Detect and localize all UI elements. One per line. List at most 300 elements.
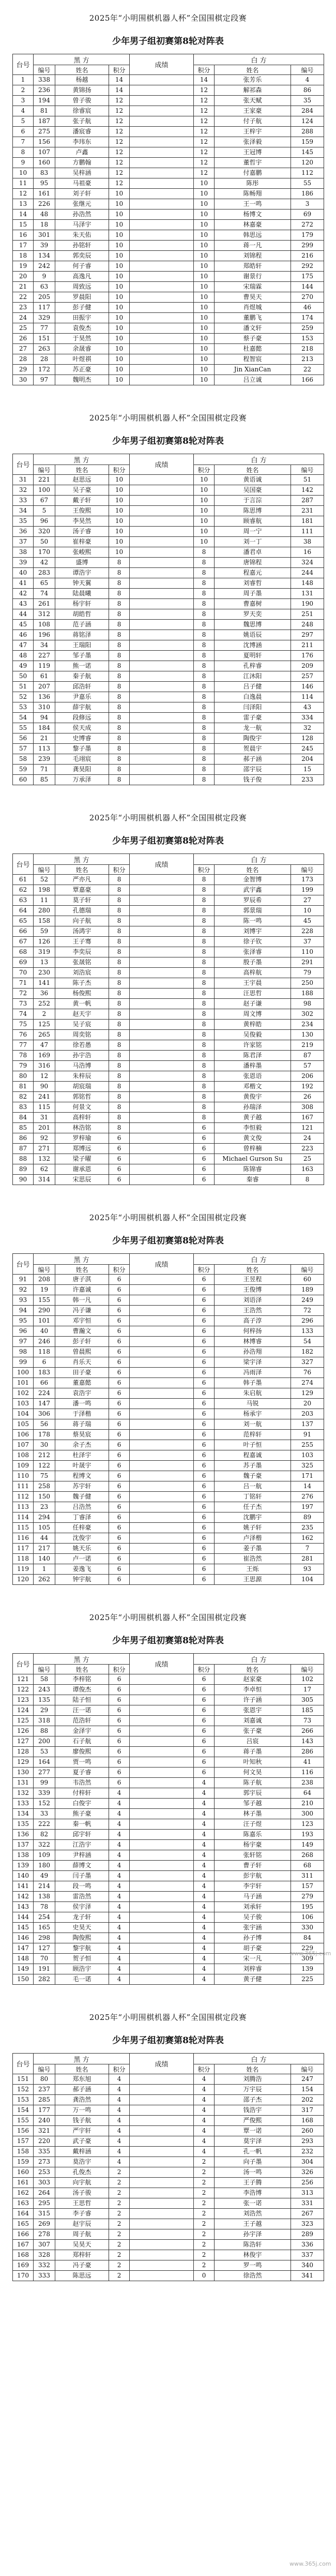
black-player-id: 36: [34, 989, 55, 999]
board-number: 130: [13, 1768, 34, 1778]
table-header: [13, 854, 324, 875]
white-player-name: 丁铭轩: [215, 1492, 291, 1502]
black-player-id: 115: [34, 1102, 55, 1113]
white-score: 8: [194, 630, 215, 640]
white-score: 8: [194, 1071, 215, 1082]
black-player-id: 310: [34, 702, 55, 713]
white-player-id: 26: [291, 1092, 324, 1102]
result-cell: [130, 1705, 194, 1716]
result-cell: [130, 1378, 194, 1388]
black-score: 10: [109, 313, 130, 323]
white-score: 6: [194, 1154, 215, 1164]
black-score: 8: [109, 978, 130, 989]
black-player-name: 汤子骏: [55, 2188, 109, 2198]
white-score: 8: [194, 937, 215, 947]
pairing-page: [0, 0, 336, 400]
white-score: 8: [194, 682, 215, 692]
white-player-id: 199: [291, 885, 324, 895]
black-score: 8: [109, 702, 130, 713]
result-cell: [130, 1154, 194, 1164]
black-score: 10: [109, 547, 130, 558]
white-player-name: 刘梓睿: [215, 1964, 291, 1974]
black-player-name: 余晟睿: [55, 344, 109, 354]
result-cell: [130, 168, 194, 178]
black-score: 6: [109, 1357, 130, 1368]
white-score: 6: [194, 1757, 215, 1768]
table-row: [13, 1716, 324, 1726]
white-player-id: 309: [291, 1954, 324, 1964]
white-score: 4: [194, 1871, 215, 1881]
white-score: 4: [194, 1861, 215, 1871]
header-black-id: 编号: [34, 2064, 55, 2074]
white-score: 4: [194, 1974, 215, 1985]
white-player-id: 10: [291, 906, 324, 916]
white-player-name: 杨宇豪: [215, 1840, 291, 1850]
black-player-id: 254: [34, 1912, 55, 1923]
result-cell: [130, 2095, 194, 2105]
board-number: 8: [13, 147, 34, 158]
black-score: 8: [109, 1082, 130, 1092]
result-cell: [130, 527, 194, 537]
black-score: 6: [109, 1716, 130, 1726]
black-player-name: 龚昊阳: [55, 765, 109, 775]
header-white-name: 姓名: [215, 2064, 291, 2074]
result-cell: [130, 485, 194, 496]
black-player-name: 苏宇轩: [55, 1481, 109, 1492]
board-number: 152: [13, 2085, 34, 2095]
black-score: 6: [109, 1533, 130, 1544]
black-score: 8: [109, 589, 130, 599]
board-number: 105: [13, 1419, 34, 1430]
white-player-name: 周一宁: [215, 527, 291, 537]
table-row: [13, 1164, 324, 1175]
board-number: 69: [13, 957, 34, 968]
result-cell: [130, 589, 194, 599]
result-cell: [130, 1512, 194, 1523]
result-cell: [130, 1481, 194, 1492]
white-player-name: 曹子轩: [215, 1861, 291, 1871]
white-player-id: 209: [291, 661, 324, 671]
black-player-id: 109: [34, 1850, 55, 1861]
result-cell: [130, 1923, 194, 1933]
white-player-id: 174: [291, 313, 324, 323]
white-player-name: 林子墨: [215, 1809, 291, 1819]
table-row: [13, 2085, 324, 2095]
white-player-id: 153: [291, 334, 324, 344]
black-score: 4: [109, 1892, 130, 1902]
white-player-name: 顾睿航: [215, 516, 291, 527]
black-score: 6: [109, 1757, 130, 1768]
white-score: 8: [194, 558, 215, 568]
white-player-name: 韩思远: [215, 230, 291, 241]
result-cell: [130, 1778, 194, 1788]
black-player-name: 王子骞: [55, 937, 109, 947]
black-player-name: 何子睿: [55, 261, 109, 272]
black-player-name: 严宇轩: [55, 2126, 109, 2136]
white-player-name: 张子豪: [215, 1726, 291, 1736]
board-number: 34: [13, 506, 34, 516]
white-player-name: 于言淙: [215, 496, 291, 506]
board-number: 146: [13, 1933, 34, 1943]
black-player-id: 107: [34, 147, 55, 158]
board-number: 9: [13, 158, 34, 168]
white-player-name: 邓楷文: [215, 1082, 291, 1092]
table-row: [13, 1747, 324, 1757]
white-player-name: 黄梓皓: [215, 1020, 291, 1030]
result-cell: [130, 2271, 194, 2281]
black-player-id: 332: [34, 2260, 55, 2271]
table-row: [13, 354, 324, 365]
result-cell: [130, 1768, 194, 1778]
black-player-id: 150: [34, 1492, 55, 1502]
black-player-name: 唐子淇: [55, 1275, 109, 1285]
black-score: 6: [109, 1481, 130, 1492]
black-player-id: 96: [34, 516, 55, 527]
white-player-name: 王浩然: [215, 1306, 291, 1316]
white-player-name: Jin XianCan: [215, 365, 291, 375]
header-white: 白 方: [194, 854, 324, 865]
black-player-name: 王俊熙: [55, 506, 109, 516]
black-score: 8: [109, 1030, 130, 1040]
black-player-id: 301: [34, 230, 55, 241]
black-player-id: 71: [34, 765, 55, 775]
white-score: 2: [194, 2157, 215, 2167]
black-player-name: 夏子睿: [55, 1768, 109, 1778]
white-player-name: 龙一航: [215, 723, 291, 733]
white-player-name: 马锐: [215, 1399, 291, 1409]
white-score: 10: [194, 313, 215, 323]
white-player-name: 姚子轩: [215, 1523, 291, 1533]
black-player-name: 范浩轩: [55, 1716, 109, 1726]
black-score: 8: [109, 1009, 130, 1020]
black-player-name: 宋思辰: [55, 1175, 109, 1185]
black-player-id: 191: [34, 1964, 55, 1974]
result-cell: [130, 344, 194, 354]
result-cell: [130, 1092, 194, 1102]
black-player-id: 236: [34, 85, 55, 96]
white-player-name: 高梓航: [215, 968, 291, 978]
result-cell: [130, 999, 194, 1009]
table-row: [13, 230, 324, 241]
black-score: 8: [109, 609, 130, 620]
white-player-name: 苏子墨: [215, 1461, 291, 1471]
header-white-id: 编号: [291, 1665, 324, 1674]
black-score: 6: [109, 1275, 130, 1285]
board-number: 163: [13, 2198, 34, 2209]
white-player-name: 张一诺: [215, 2198, 291, 2209]
white-score: 4: [194, 1809, 215, 1819]
white-player-name: 叶知秋: [215, 1757, 291, 1768]
table-row: [13, 578, 324, 589]
white-score: 6: [194, 1275, 215, 1285]
black-player-id: 1: [34, 1564, 55, 1575]
table-row: [13, 127, 324, 137]
result-cell: [130, 765, 194, 775]
black-score: 4: [109, 2105, 130, 2116]
board-number: 27: [13, 344, 34, 354]
white-score: 10: [194, 375, 215, 385]
white-player-id: 336: [291, 2240, 324, 2250]
white-score: 8: [194, 989, 215, 999]
board-number: 82: [13, 1092, 34, 1102]
black-player-name: 郑东旭: [55, 2074, 109, 2085]
white-player-id: 202: [291, 2095, 324, 2105]
white-player-name: 董哲宇: [215, 158, 291, 168]
black-player-id: 2: [34, 1009, 55, 1020]
white-score: 6: [194, 1326, 215, 1337]
white-score: 4: [194, 1881, 215, 1892]
board-number: 20: [13, 272, 34, 282]
white-player-id: 129: [291, 1388, 324, 1399]
black-player-id: 273: [34, 2157, 55, 2167]
black-player-id: 328: [34, 2250, 55, 2260]
table-row: [13, 1933, 324, 1943]
black-player-name: 熊子豪: [55, 1809, 109, 1819]
header-board: 台号: [13, 1254, 34, 1275]
white-player-id: 186: [291, 189, 324, 199]
result-cell: [130, 313, 194, 323]
header-black-score: 积分: [109, 2064, 130, 2074]
board-number: 139: [13, 1861, 34, 1871]
black-player-id: 118: [34, 1347, 55, 1357]
white-player-name: 马子涵: [215, 1892, 291, 1902]
board-number: 102: [13, 1388, 34, 1399]
table-row: [13, 1575, 324, 1585]
header-black: 黑 方: [34, 54, 130, 65]
white-score: 6: [194, 1164, 215, 1175]
result-cell: [130, 2147, 194, 2157]
black-score: 10: [109, 303, 130, 313]
white-score: 8: [194, 609, 215, 620]
white-player-id: 148: [291, 578, 324, 589]
board-number: 17: [13, 241, 34, 251]
white-player-name: 刘博宇: [215, 926, 291, 937]
white-score: 6: [194, 1695, 215, 1705]
white-score: 10: [194, 334, 215, 344]
black-player-id: 21: [34, 733, 55, 744]
white-score: 0: [194, 2271, 215, 2281]
header-black-id: 编号: [34, 1665, 55, 1674]
black-score: 6: [109, 1523, 130, 1533]
table-body: [13, 1275, 324, 1585]
black-score: 10: [109, 220, 130, 230]
result-cell: [130, 1040, 194, 1051]
white-player-id: 286: [291, 1747, 324, 1757]
white-score: 12: [194, 85, 215, 96]
white-score: 10: [194, 209, 215, 220]
board-number: 65: [13, 916, 34, 926]
black-player-id: 155: [34, 1295, 55, 1306]
header-board: 台号: [13, 1654, 34, 1674]
white-score: 8: [194, 1020, 215, 1030]
black-score: 12: [109, 168, 130, 178]
black-player-name: 郑梓轩: [55, 2250, 109, 2260]
header-white: 白 方: [194, 1254, 324, 1265]
white-score: 12: [194, 106, 215, 116]
board-number: 39: [13, 558, 34, 568]
board-number: 93: [13, 1295, 34, 1306]
black-player-name: 潘宸睿: [55, 127, 109, 137]
result-cell: [130, 1164, 194, 1175]
table-row: [13, 1175, 324, 1185]
white-score: 12: [194, 127, 215, 137]
table-row: [13, 496, 324, 506]
black-player-name: 孙铭轩: [55, 241, 109, 251]
white-player-id: 219: [291, 1040, 324, 1051]
white-player-id: 256: [291, 2178, 324, 2188]
table-row: [13, 1512, 324, 1523]
white-score: 6: [194, 1357, 215, 1368]
black-player-id: 321: [34, 2126, 55, 2136]
result-cell: [130, 1471, 194, 1481]
result-cell: [130, 733, 194, 744]
white-score: 2: [194, 2260, 215, 2271]
result-cell: [130, 547, 194, 558]
black-score: 8: [109, 1092, 130, 1102]
result-cell: [130, 661, 194, 671]
black-player-id: 135: [34, 1695, 55, 1705]
white-player-id: 72: [291, 1306, 324, 1316]
board-number: 153: [13, 2095, 34, 2105]
header-black-id: 编号: [34, 865, 55, 875]
white-player-id: 87: [291, 1051, 324, 1061]
black-score: 6: [109, 1295, 130, 1306]
board-number: 62: [13, 885, 34, 895]
white-player-name: 陈浩轩: [215, 2240, 291, 2250]
black-player-id: 283: [34, 568, 55, 578]
black-player-id: 50: [34, 537, 55, 547]
table-row: [13, 209, 324, 220]
black-player-id: 136: [34, 692, 55, 702]
black-player-name: 郭铭哲: [55, 1092, 109, 1102]
table-row: [13, 282, 324, 292]
black-player-id: 178: [34, 1430, 55, 1440]
black-score: 6: [109, 1747, 130, 1757]
white-player-id: 340: [291, 2260, 324, 2271]
white-player-name: 潘文轩: [215, 323, 291, 334]
white-player-name: 宋瑞霖: [215, 282, 291, 292]
white-player-id: 326: [291, 2167, 324, 2178]
white-score: 8: [194, 568, 215, 578]
table-row: [13, 1009, 324, 1020]
white-player-name: 刘睿哲: [215, 578, 291, 589]
white-player-name: 徐子钦: [215, 937, 291, 947]
white-player-id: 86: [291, 85, 324, 96]
black-score: 2: [109, 2198, 130, 2209]
white-score: 6: [194, 1705, 215, 1716]
black-player-id: 224: [34, 1388, 55, 1399]
white-player-name: 郭景瑞: [215, 906, 291, 916]
result-cell: [130, 1316, 194, 1326]
table-row: [13, 1030, 324, 1040]
board-number: 18: [13, 251, 34, 261]
black-score: 6: [109, 1440, 130, 1450]
black-player-name: 尹嘉乐: [55, 692, 109, 702]
white-player-name: 王思源: [215, 1575, 291, 1585]
white-player-id: 337: [291, 2250, 324, 2260]
table-row: [13, 1430, 324, 1440]
black-player-name: 汤鸿宇: [55, 926, 109, 937]
board-number: 86: [13, 1133, 34, 1144]
table-row: [13, 116, 324, 127]
white-player-id: 91: [291, 1430, 324, 1440]
black-score: 12: [109, 96, 130, 106]
white-score: 10: [194, 537, 215, 547]
table-row: [13, 1881, 324, 1892]
table-row: [13, 661, 324, 671]
white-player-id: 15: [291, 765, 324, 775]
black-player-name: 李子睿: [55, 2209, 109, 2219]
header-black-name: 姓名: [55, 865, 109, 875]
black-player-name: 于泽楷: [55, 1409, 109, 1419]
header-black-score: 积分: [109, 1665, 130, 1674]
black-player-name: 黎宇航: [55, 1943, 109, 1954]
header-black: 黑 方: [34, 2054, 130, 2064]
white-player-name: 胡子豪: [215, 1943, 291, 1954]
white-score: 10: [194, 303, 215, 313]
white-player-name: 吕宸: [215, 1736, 291, 1747]
black-player-id: 12: [34, 1071, 55, 1082]
result-cell: [130, 630, 194, 640]
white-player-id: 216: [291, 251, 324, 261]
black-player-id: 127: [34, 1943, 55, 1954]
board-number: 16: [13, 230, 34, 241]
white-score: 10: [194, 282, 215, 292]
black-player-name: 钟天翼: [55, 578, 109, 589]
white-score: 8: [194, 957, 215, 968]
black-score: 6: [109, 1326, 130, 1337]
black-player-name: 曾晨熙: [55, 1347, 109, 1357]
black-player-name: 冯子谦: [55, 1306, 109, 1316]
black-player-name: 马泽宇: [55, 220, 109, 230]
white-player-id: 251: [291, 609, 324, 620]
pairing-table: [12, 1253, 324, 1585]
board-number: 115: [13, 1523, 34, 1533]
board-number: 168: [13, 2250, 34, 2260]
black-score: 6: [109, 1768, 130, 1778]
board-number: 143: [13, 1902, 34, 1912]
black-player-name: 董嘉懿: [55, 1378, 109, 1388]
black-player-name: 周子航: [55, 2229, 109, 2240]
black-score: 8: [109, 744, 130, 754]
black-player-name: 段一鸣: [55, 1881, 109, 1892]
board-number: 30: [13, 375, 34, 385]
board-number: 42: [13, 589, 34, 599]
white-player-name: 孙宇泽: [215, 2229, 291, 2240]
header-white-name: 姓名: [215, 865, 291, 875]
result-cell: [130, 241, 194, 251]
table-row: [13, 158, 324, 168]
white-player-name: 陈思博: [215, 506, 291, 516]
black-player-name: 陶俊熙: [55, 1933, 109, 1943]
board-number: 137: [13, 1840, 34, 1850]
black-player-name: 肖乐天: [55, 1357, 109, 1368]
result-cell: [130, 2167, 194, 2178]
board-number: 97: [13, 1337, 34, 1347]
table-row: [13, 957, 324, 968]
white-player-id: 248: [291, 620, 324, 630]
white-player-name: 金智博: [215, 875, 291, 885]
pairing-table: [12, 54, 324, 385]
table-row: [13, 1102, 324, 1113]
result-cell: [130, 775, 194, 785]
board-number: 138: [13, 1850, 34, 1861]
board-number: 7: [13, 137, 34, 147]
white-player-name: 蒋子墨: [215, 1747, 291, 1757]
black-player-id: 105: [34, 1523, 55, 1533]
board-number: 23: [13, 303, 34, 313]
white-player-id: 168: [291, 2116, 324, 2126]
